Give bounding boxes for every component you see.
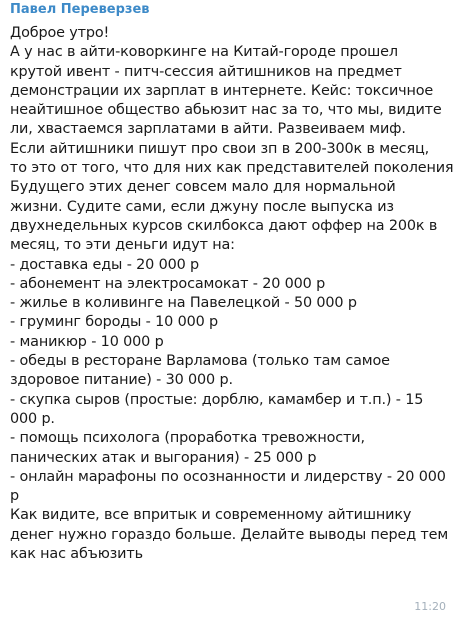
- message-line: 000 р.: [10, 410, 55, 427]
- message-line: двухнедельных курсов скилбокса дают оффер на 200к в: [10, 217, 438, 234]
- message-line: здоровое питание) - 30 000 р.: [10, 372, 233, 389]
- message-line: жизни. Судите сами, если джуну после выпуска из: [10, 198, 394, 215]
- message-time: 11:20: [414, 600, 446, 613]
- message-line: Доброе утро!: [10, 25, 110, 41]
- message-line: то это от того, что для них как представителей поколения: [10, 160, 454, 177]
- message-line: - доставка еды - 20 000 р: [10, 256, 200, 273]
- message-line: - жилье в коливинге на Павелецкой - 50 000 р: [10, 295, 357, 312]
- message-line: - скупка сыров (простые: дорблю, камамбер и т.п.) - 15: [10, 391, 424, 408]
- message-line: Будущего этих денег совсем мало для нормальной: [10, 179, 396, 196]
- message-line: Как видите, все впритык и современному айтишнику: [10, 507, 412, 524]
- message-line: - груминг бороды - 10 000 р: [10, 314, 219, 331]
- sender-name[interactable]: Павел Переверзев: [10, 2, 150, 17]
- message-line: демонстрации их зарплат в интернете. Кейс: токсичное: [10, 82, 434, 99]
- message-line: панических атак и выгорания) - 25 000 р: [10, 449, 317, 466]
- message-text: [10, 24, 454, 564]
- message-line: - абонемент на электросамокат - 20 000 р: [10, 275, 326, 292]
- message-line: - маникюр - 10 000 р: [10, 333, 164, 350]
- message-line: - обеды в ресторане Варламова (только там самое: [10, 353, 390, 370]
- message-line: месяц, то эти деньги идут на:: [10, 237, 235, 254]
- message-line: ли, хвастаемся зарплатами в айти. Развеиваем миф.: [10, 121, 406, 138]
- message-line: неайтишное общество абьюзит нас за то, что мы, видите: [10, 102, 442, 119]
- message-line: р: [10, 488, 19, 505]
- message-line: Если айтишники пишут про свои зп в 200-300к в месяц,: [10, 140, 430, 157]
- message-line: А у нас в айти-коворкинге на Китай-городе прошел: [10, 44, 398, 61]
- message-line: крутой ивент - питч-сессия айтишников на предмет: [10, 63, 402, 80]
- message-line: денег нужно гораздо больше. Делайте выводы перед тем: [10, 526, 449, 543]
- message-line: - онлайн марафоны по осознанности и лидерству - 20 000: [10, 468, 446, 485]
- message-line: - помощь психолога (проработка тревожности,: [10, 430, 365, 447]
- message-line: как нас абъюзить: [10, 546, 143, 563]
